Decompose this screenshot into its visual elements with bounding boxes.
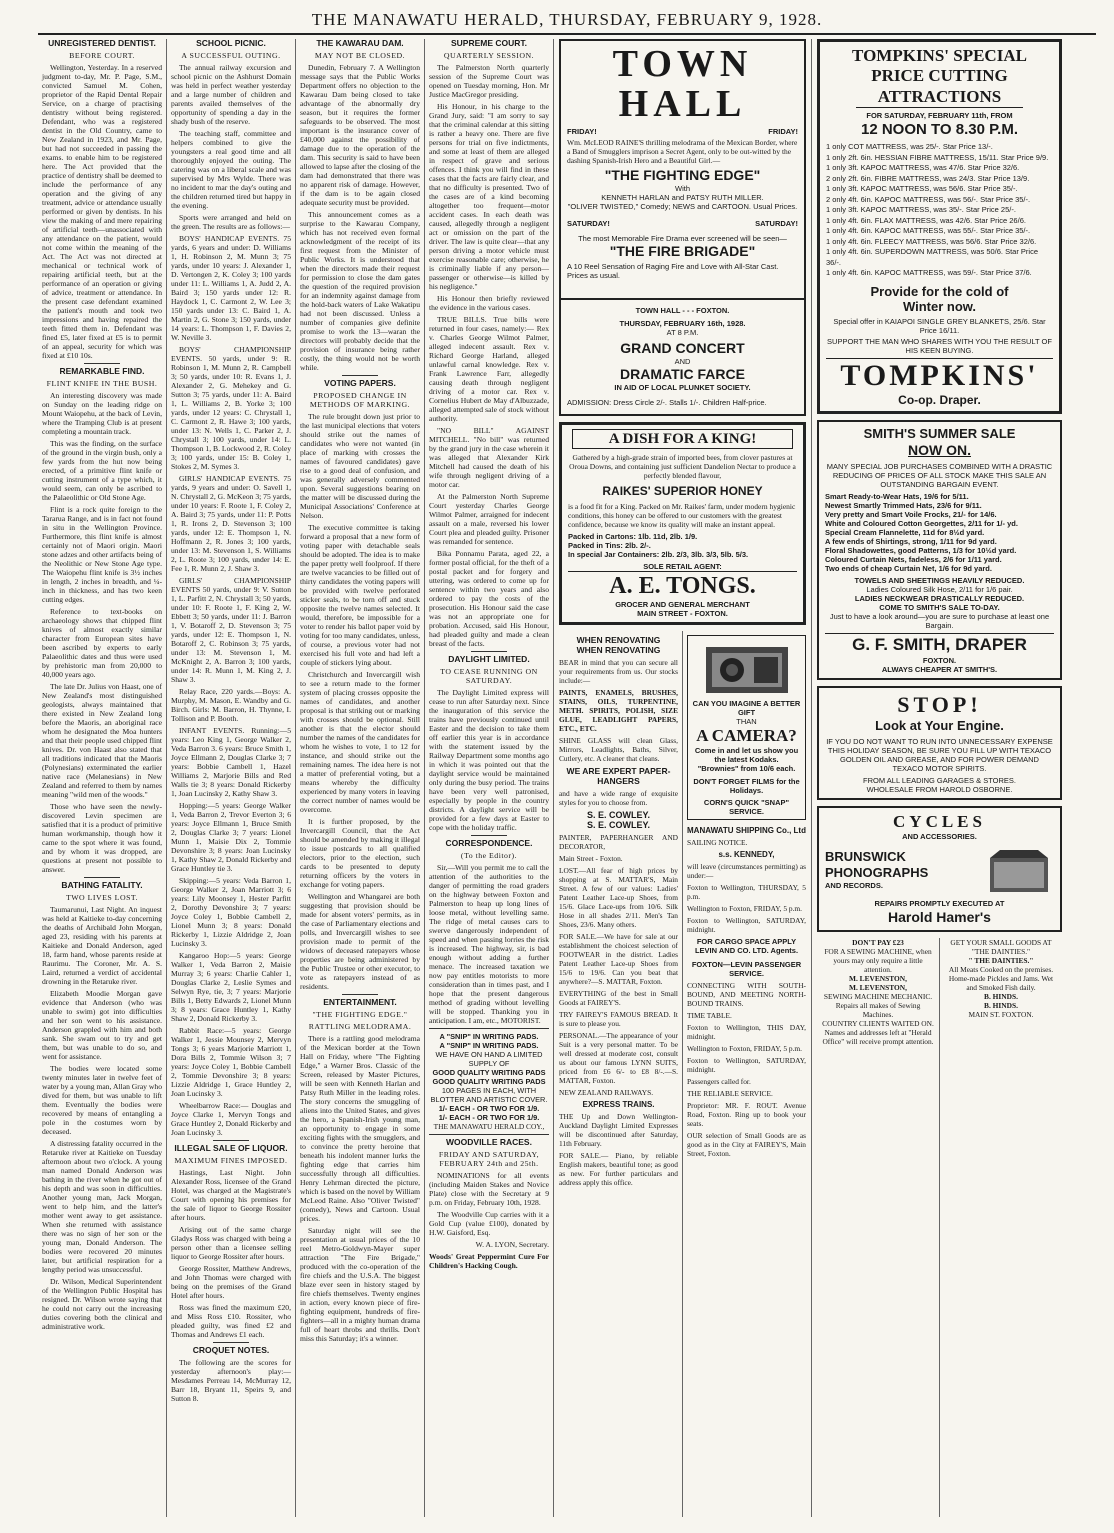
ad-line: A "SNIP" IN WRITING PADS.: [439, 1032, 539, 1041]
ad-line: ADMISSION: Dress Circle 2/-. Stalls 1/-. Children Half-price.: [567, 398, 767, 407]
subhead: TO CEASE RUNNING ON SATURDAY.: [440, 667, 538, 685]
ad-heading: S. E. COWLEY.: [586, 810, 650, 820]
subhead: FRIDAY AND SATURDAY, FEBRUARY 24th and 25th.: [438, 1150, 540, 1168]
headline-picnic: SCHOOL PICNIC.: [196, 39, 266, 48]
ad-line: " THE DAINTIES.": [968, 955, 1034, 965]
paragraph: Ross was fined the maximum £20, and Miss Ross £10. Rossiter, who pleaded guilty, was fined £2 and Thomas and Andrews £1 each.: [171, 1303, 291, 1339]
paragraph: Bika Ponnamu Parata, aged 22, a former postal official, for the theft of a postal packet and for forgery and uttering, was ordered to come up for sentence within two years and also ordered to pay the costs of the prosecution. His Honour said the case was not an appropriate one for probation. Accused, said His Honour, had pleaded guilty and made a clean breast of the facts.: [429, 549, 549, 648]
ad-line: DON'T PAY £23: [852, 937, 904, 947]
paragraph: TRUE BILLS. True bills were returned in four cases, namely:— Rex v. Charles George Wilmot Palmer, alleged indecent assault. Rex v. Richard George Harland, alleged unlawful carnal knowledge. Rex v. Frank Lawrence Farr, allegedly causing death through negligent driving of a motor car. Rex v. Cornelius Hubert de May d'Albuzzade, alleged attempted sale of stock without authority.: [429, 315, 549, 423]
ad-heading: EXPRESS TRAINS.: [582, 1100, 655, 1109]
ad-heading: WE ARE EXPERT PAPER-HANGERS: [566, 766, 671, 786]
paragraph: Arising out of the same charge Gladys Ross was charged with being a person other than a licensee selling liquor to George Rossiter after hours.: [171, 1225, 291, 1261]
stop-subtitle: Look at Your Engine.: [875, 717, 1004, 733]
ad-line: THURSDAY, FEBRUARY 16th, 1928.: [619, 319, 746, 328]
ad-line: AND RECORDS.: [825, 881, 883, 890]
ad-heading: S. E. COWLEY.: [586, 820, 650, 830]
divider: [84, 877, 120, 878]
price-list: [826, 142, 1053, 279]
paragraph: The bodies were located some twenty minutes later in twelve feet of water by a young man, Allan Gray who dived for them, but was unable to lift them. Eventually the bodies were recovered by means of entangling a pole in the costumes worn by deceased.: [42, 1064, 162, 1136]
stop-title: STOP!: [897, 691, 982, 717]
paragraph: Wm. McLEOD RAINE'S thrilling melodrama of the Mexican Border, where a Band of Smugglers imprison a Secret Agent, only to be out-witted by the dashing Spanish-Irish Hero and a Beautiful Girl.—: [567, 138, 798, 165]
paragraph: TIME TABLE.: [687, 1011, 732, 1020]
ad-line: THE MANAWATU HERALD COY.,: [433, 1122, 545, 1131]
ad-line: GOOD QUALITY WRITING PADS: [432, 1068, 546, 1077]
paragraph: will leave (circumstances permitting) as under:—: [687, 862, 806, 880]
concert-title: DRAMATIC FARCE: [620, 366, 745, 382]
ad-line: GROCER AND GENERAL MERCHANT: [615, 600, 750, 609]
cycles-ad: [817, 806, 1062, 932]
subhead: "THE FIGHTING EDGE.": [312, 1010, 408, 1019]
paragraph: Flint is a rock quite foreign to the Tararua Range, and is in fact not found in situ in the Wellington Province. Furthermore, this flint knife is almost certainly not of Maori origin. Maori stone adzes and other artifacts being of the Neolithic or New Stone Age type. The Waiopehu flint knife is 3½ inches in length, 2 inches in breadth, and ¼-inch in thickness, and has two keen cutting edges.: [42, 505, 162, 604]
paragraph: This was the finding, on the surface of the ground in the virgin bush, only a few yards from the hut now being erected, of a primitive flint knife or cutting instrument of a type which, it would seem, can only be ascribed to the Palaeolithic or Old Stone Age.: [42, 439, 162, 502]
price-line: In special Jar Containers: 2lb. 2/3, 3lb. 3/3, 5lb. 5/3.: [568, 550, 749, 559]
ad-line: SOLE RETAIL AGENT:: [643, 562, 722, 571]
paragraph: EVERYTHING of the best in Small Goods at FAIREY'S.: [559, 989, 678, 1007]
friday-label: FRIDAY!: [567, 127, 597, 136]
subhead: A SUCCESSFUL OUTING.: [181, 51, 281, 60]
agent-name: A. E. TONGS.: [568, 571, 797, 600]
sale-item: Two ends of cheap Curtain Net, 1/6 for 9d yard.: [825, 563, 992, 573]
paragraph: Foxton to Wellington, THURSDAY, 5 p.m.: [687, 883, 806, 901]
headline-court: SUPREME COURT.: [450, 39, 528, 48]
headline-daylight: DAYLIGHT LIMITED.: [448, 654, 530, 664]
price-item: 2 only 4ft. 6in. KAPOC MATTRESS, was 56/-. Star Price 35/-.: [826, 194, 1031, 204]
paragraph: Proprietor: MR. F. ROUT. Avenue Road, Foxton. Ring up to book your seats.: [687, 1101, 806, 1128]
sale-item: Floral Shadowettes, good Patterns, 1/3 for 10½d yard.: [825, 545, 1017, 555]
ad-line: THAN: [736, 717, 757, 726]
divider: [84, 363, 120, 364]
ad-line: DON'T FORGET FILMS for the Holidays.: [693, 777, 800, 795]
phonograph-icon: [984, 844, 1054, 896]
divider: [342, 375, 378, 376]
ad-line: With: [675, 184, 690, 193]
paragraph: Taumarunui, Last Night. An inquest was held at Kaitieke to-day concerning the deaths of Archibald John Morgan, aged 23, residing with his parents at Kaitieke and Donald Anderson, aged 18, farm hand, whose parents reside at Raurimu. The Coroner, Mr. A. S. Laird, returned a verdict of accidental drowning in the Retaruke river.: [42, 905, 162, 986]
tompkins-title: ATTRACTIONS: [856, 86, 1023, 108]
ad-line: MAIN STREET - FOXTON.: [637, 609, 728, 618]
price-line: Packed in Cartons: 1lb. 11d, 2lb. 1/9.: [568, 532, 698, 541]
ad-line: B. HINDS.: [984, 991, 1018, 1001]
ad-line: Come in and let us show you the latest Kodaks.: [694, 746, 799, 764]
ad-heading: MANAWATU SHIPPING Co., Ltd: [687, 826, 806, 835]
camera-shipping-column: [683, 631, 806, 1517]
headline-find: REMARKABLE FIND.: [59, 366, 145, 376]
price-item: 1 only COT MATTRESS, was 25/-. Star Price 13/-.: [826, 142, 993, 151]
ad-line: GOOD QUALITY WRITING PADS: [432, 1077, 546, 1086]
paragraph: At the Palmerston North Supreme Court yesterday Charles George Wilmot Palmer, arraigned for indecent assault on a male, reversed his lower Court plea and pleaded guilty. Prisoner was remanded for sentence.: [429, 492, 549, 546]
ad-line: Special offer in KAIAPOI SINGLE GREY BLANKETS, 25/6. Star Price 16/11.: [833, 316, 1046, 335]
ad-line: Prices as usual.: [567, 271, 620, 280]
paragraph: The executive committee is taking forward a proposal that a new form of voting paper with detachable seals should be adopted. The idea is to make the paper pretty well foolproof. If there are twelve vacancies to be filled out of thirty candidates the voting papers will be provided with twelve perforated sticker seals, to be torn off and stuck opposite the twelve names selected. It would, therefore, be impossible for a voter to render his ballot paper void by voting for too many candidates, unless, of course, a previous voter had not exercised his full vote and had left a couple of stickers lying about.: [300, 523, 420, 667]
sale-item: White and Coloured Cotton Georgettes, 2/11 for 1/- yd.: [825, 518, 1018, 528]
ad-heading: WHEN RENOVATING: [576, 645, 661, 655]
masthead: THE MANAWATU HERALD, THURSDAY, FEBRUARY 9, 1928.: [38, 10, 1096, 35]
paragraph: Main Street - Foxton.: [559, 854, 623, 863]
price-item: 1 only 4ft. 6in. FLEECY MATTRESS, was 56/6. Star Price 32/6.: [826, 236, 1037, 246]
ad-line: M. LEVENSTON,: [849, 973, 907, 983]
subhead: MAXIMUM FINES IMPOSED.: [174, 1156, 288, 1165]
subhead: QUARTERLY SESSION.: [443, 51, 535, 60]
ad-line: MANY SPECIAL JOB PURCHASES COMBINED WITH A DRASTIC REDUCING OF PRICES OF ALL STOCK MAKE THIS SALE AN OUTSTANDING BARGAIN EVENT.: [826, 461, 1053, 489]
column-1: [38, 39, 167, 1517]
paragraph: Foxton to Wellington, SATURDAY, midnight.: [687, 1056, 806, 1074]
paragraph: BOYS' HANDICAP EVENTS. 75 yards, 6 years and under: D. Williams 1, H. Robinson 2, M. Munn 3; 75 yards, under 10 years: J. Alexander 1, D. Vertongen 2, K. Coley 3; 100 yards under 11: L. Williams 1, A. Judd 2, A. Baird 3; 150 yards under 12: R. Haydock 1, C. Carmont 2, W. Lee 3; 150 yards under 13: C. Baird 1, A. Martin 2, G. Stone 3; 150 yards, under 14 years: L. Thompson 1, F. Davies 2, W. Neville 3.: [171, 234, 291, 342]
price-item: 1 only 4ft. 6in. KAPOC MATTRESS, was 59/-. Star Price 37/6.: [826, 268, 1032, 277]
headline-entertainment: ENTERTAINMENT.: [323, 997, 397, 1007]
ad-line: M. LEVENSTON,: [849, 982, 907, 992]
paragraph: GIRLS' CHAMPIONSHIP EVENTS 50 yards, under 9: V. Sutton 1, L. Parfitt 2, N. Chrystall 3; 50 yards, under 10: F. Roote 1, F. King 2, W. Ebbett 3; 50 yards, under 11: J. Barron 1, V. Botaroff 2, D. Stevenson 3; 75 yards, under 12: E. Thompson 1, N. Botaroff 2, C. Robinson 3; 75 yards, under 13: M. Stevenson 1, M. McKnight 2, A. Barron 3; 100 yards, under 14: R. Munn 1, M. King 2, J. Shaw 3.: [171, 576, 291, 684]
paragraph: Sports were arranged and held on the green. The results are as follows:—: [171, 213, 291, 231]
paragraph: Sir,—Will you permit me to call the attention of the authorities to the danger of permitting the road graders on the highway between Foxton and Palmerston to heap up long lines of loose metal, without levelling same. The ridge of metal causes cars to swerve dangerously independent of speed and when passing lorries the risk is increased. The highway, sir, is bad enough without adding a further menace. The increased taxation we now pay entitles motorists to more consideration than in times past, and I hope that the present dangerous method of grading without levelling will be stopped. Thanking you in anticipation. I am, etc., MOTORIST.: [429, 863, 549, 1025]
ad-line: FOXTON.: [922, 655, 957, 665]
paragraph: FOR SALE.—We have for sale at our establishment the choicest selection of FOOTWEAR in the district. Ladies Patent Leather Lace-up Shoes from 15/6 to 19/6. Can you beat that anywhere?—S. MATTAR, Foxton.: [559, 932, 678, 986]
ad-line: TOWN HALL - - - FOXTON.: [635, 306, 730, 315]
ad-line: All Meats Cooked on the premises. Home-made Pickles and Jams. Wet and Smoked Fish daily.: [948, 964, 1054, 992]
sale-item: Coloured Curtain Nets, fadeless, 2/6 for 1/11 yard.: [825, 554, 1002, 564]
price-item: 1 only 2ft. 6in. HESSIAN FIBRE MATTRESS, 15/11. Star Price 9/9.: [826, 152, 1049, 162]
paragraph: Reference to text-books on archaeology shows that chipped flint knives of almost exactly similar character from European sites have been ascribed by experts to early Palaeolithic dates and thus were used by prehistoric man from 20,000 to 40,000 years ago.: [42, 607, 162, 679]
ad-line: WE HAVE ON HAND A LIMITED SUPPLY OF: [435, 1050, 543, 1068]
cowley-ad: [559, 631, 683, 1517]
tompkins-ad: [817, 39, 1062, 414]
paragraph: SHINE GLASS will clean Glass, Mirrors, Leadlights, Baths, Silver, Cutlery, etc. A cleaner that cleans.: [559, 736, 678, 763]
ad-line: TOWELS AND SHEETINGS HEAVILY REDUCED.: [854, 575, 1025, 585]
paragraph: FOR SALE.— Piano, by reliable English makers, beautiful tone; as good as new. For further particulars and address apply this office.: [559, 1151, 678, 1187]
headline-croquet: CROQUET NOTES.: [192, 1345, 270, 1355]
paragraph: PERSONAL.—The appearance of your Suit is a very personal matter. To be well dressed at moderate cost, consult us about our famous LYNN SUITS, priced from £6 6/- to £8 8/-.—S. MATTAR, Foxton.: [559, 1031, 678, 1085]
brand-name: BRUNSWICK: [825, 849, 906, 864]
ad-line: The most Memorable Fire Drama ever screened will be seen—: [578, 234, 787, 243]
headline-woodville: WOODVILLE RACES.: [446, 1137, 532, 1147]
paragraph: Wellington to Foxton, FRIDAY, 5 p.m.: [687, 1044, 802, 1053]
bottom-ads: [817, 938, 1062, 1518]
ad-heading: WHEN RENOVATING: [576, 635, 661, 645]
paragraph: The annual railway excursion and school picnic on the Ashhurst Domain was held in perfect weather yesterday and a large number of children and parents availed themselves of the opportunity of spending a day in the shady bush of the reserve.: [171, 63, 291, 126]
honey-title: A DISH FOR A KING!: [572, 429, 793, 449]
honey-ad: [559, 422, 806, 625]
ad-line: COUNTRY CLIENTS WAITED ON. Names and addresses left at "Herald Office" will receive prompt attention.: [822, 1018, 934, 1046]
headline-dentist: UNREGISTERED DENTIST.: [48, 39, 156, 48]
ad-line: 1/- EACH - OR TWO FOR 1/9.: [438, 1113, 540, 1122]
paragraph: W. A. LYON, Secretary.: [475, 1240, 549, 1249]
paragraph: "NO BILL" AGAINST MITCHELL. "No bill" was returned by the grand jury in the case wherein it was alleged that Alexander Kirk Mitchell had caused the death of his wife through negligent driving of a motor car.: [429, 426, 549, 489]
price-item: 2 only 2ft. 6in. FIBRE MATTRESS, was 24/3. Star Price 13/9.: [826, 173, 1030, 183]
paragraph: BEAR in mind that you can secure all your requirements from us. Our stocks include:—: [559, 658, 678, 685]
ad-heading: FOR CARGO SPACE APPLY LEVIN AND CO. LTD. Agents.: [694, 937, 799, 955]
ad-line: FOR A SEWING MACHINE, when yours may only require a little attention.: [824, 946, 932, 974]
camera-icon: [702, 639, 792, 697]
paragraph: Wellington, Yesterday. In a reserved judgment to-day, Mr. P. Page, S.M., convicted Samuel M. Cohen, proprietor of the Rapid Dental Repair Service, on a charge of practising dentistry without being registered. Defendant, who was a registered dentist in the Old Country, came to New Zealand in 1923, and Mr. Page, but had not succeeded in passing the exams. to enable him to be registered here. The Act provided that the practice of dentistry shall be deemed to include the performance of any operation and the giving of any treatment, advice or attendance usually performed or given by dentists. In his view the making of and mere repairing of artificial teeth—unassociated with any attendance on the patient, would not come within the meaning of the Act. The Act was not directed at mechanical or technical work of repairing artificial teeth, but at the performance of an operation or giving of advice, treatment or attendance. In the present case defendant examined the patient's mouth and took two impressions and having repaired the teeth fitted them in. Defendant was fined £5, later fixed at £5 is to permit of an appeal, security for which was fixed at £10 10s.: [42, 63, 162, 360]
paragraph: Rabbit Race:—5 years: George Walker 1, Jessie Mounsey 2, Mervyn Tongs 3; 6 years Marjorie Marriott 1, Dora Bills 2, Tommie Wilson 3; 7 years: Joyce Coley 1, Bobbie Cambell 2, Tommie Devonshire 3; 8 years: Lizzie Aldridge 1, Grace Huntley 2, Joan Lucinsky 3.: [171, 1026, 291, 1098]
honey-brand: RAIKES' SUPERIOR HONEY: [602, 484, 763, 498]
ad-line: FOR SATURDAY, FEBRUARY 11th, FROM: [866, 111, 1013, 120]
tompkins-slogan: Winter now.: [902, 298, 977, 314]
subhead: FLINT KNIFE IN THE BUSH.: [46, 379, 158, 388]
ad-line: WHOLESALE FROM HAROLD OSBORNE.: [866, 784, 1013, 794]
paragraph: The Woodville Cup carries with it a Gold Cup (value £100), donated by H.W. Gaisford, Esq.: [429, 1210, 549, 1237]
paragraph: THE RELIABLE SERVICE.: [687, 1089, 773, 1098]
sale-item: Newest Smartly Trimmed Hats, 23/6 for 9/11.: [825, 500, 982, 510]
column-3: [296, 39, 425, 1517]
shop-name: Harold Hamer's: [888, 908, 991, 925]
paragraph: The following are the scores for yesterday afternoon's play:— Mesdames Perreau 14, McMurray 12, Barr 18, Bryant 11, Speirs 9, and Sutton 8.: [171, 1358, 291, 1403]
tompkins-coop: Co-op. Draper.: [898, 392, 981, 407]
paragraph: GIRLS' HANDICAP EVENTS. 75 yards, 9 years and under: O. Savell 1, N. Chrystall 2, G. McKeon 3; 75 yards, under 10 years: F. Roote 1, F. Coley 2, A. Baird 3; 75 yards, under 11: P. Potts 1, R. Irons 2, D. Stevenson 3; 100 yards, under 12: E. Thompson 1, N. Hoffmann 2, R. Jones 3; 100 yards, under 13: M. Stevenson 1, S. Williams 2, L. Roote 3; 100 yards, under 14: E. Fee 1, R. Munn 2, J. Shaw 3.: [171, 474, 292, 573]
ad-line: B. HINDS.: [984, 1000, 1018, 1010]
paragraph: This announcement comes as a surprise to the Kawarau Company, which has not received even formal acknowledgment of the receipt of its first request from the Minister of Public Works. It is understood that when the directors made their request for permission to close the dam gates the question of the required provision for an indemnity against damage from the hold-back waters of Lake Wakatipu had not been discussed. Unless a number of companies give definite promise to work the 13—waran the directors will probably decide that the provision of insurance being rather costly, the thing would not be worth while.: [300, 210, 420, 372]
price-item: 1 only 4ft. 6in. SUPERDOWN MATTRESS, was 50/6. Star Price 36/-.: [826, 247, 1039, 267]
paragraph: Foxton to Wellington, THIS DAY, midnight.: [687, 1023, 806, 1041]
divider: [471, 651, 507, 652]
paragraph: Gathered by a high-grade strain of imported bees, from clover pastures at Oroua Downs, and containing just sufficient Dandelion Nectar to produce a perfectly blended flavour,: [569, 453, 796, 480]
ad-line: CORN'S QUICK "SNAP" SERVICE.: [703, 798, 790, 816]
subhead: RATTLING MELODRAMA.: [308, 1022, 412, 1031]
paragraph: Elizabeth Moodie Morgan gave evidence that Anderson (who was unable to swim) got into difficulties and her son went to his assistance. Anderson grappled with him and both sank. She swam out to try and get them, but was unable to do so, and went for assistance.: [42, 989, 162, 1061]
camera-title: A CAMERA?: [696, 726, 797, 745]
paragraph: Christchurch and Invercargill wish to see a return made to the former system of placing crosses opposite the names of candidates, and another proposal is that striking out or marking with crosses should be optional. Still another is that the elector should number the names of the candidates for whom he wishes to vote, 1 to 12 for instance, and should strike out the remaining names. The idea here is not a matter of preferential voting, but a means whereby the difficulty experienced by many voters in leaving the correct number of names would be overcome.: [300, 670, 420, 814]
column-4: [425, 39, 554, 1517]
sale-time: 12 NOON TO 8.30 P.M.: [860, 121, 1018, 138]
subhead: PROPOSED CHANGE IN METHODS OF MARKING.: [309, 391, 411, 409]
paragraph: The rule brought down just prior to the last municipal elections that voters should strike out the names of candidates who were not wanted (in place of marking with crosses the names of favoured candidates) gave rise to a good deal of confusion, and was generally adversely commented upon. Several suggestions bearing on the matter will be discussed during the Municipal Associations' Conference at Nelson.: [300, 412, 420, 520]
headline-voting: VOTING PAPERS.: [324, 378, 396, 388]
column-2: [167, 39, 296, 1517]
cycles-title: CYCLES: [893, 811, 986, 831]
ad-line: REPAIRS PROMPTLY EXECUTED AT: [874, 898, 1005, 908]
columns: [38, 39, 1096, 1517]
ad-line: FROM ALL LEADING GARAGES & STORES.: [863, 775, 1016, 785]
film-title: "THE FIRE BRIGADE": [609, 243, 756, 259]
headline-liquor: ILLEGAL SALE OF LIQUOR.: [174, 1143, 288, 1153]
paragraph: The Palmerston North quarterly session of the Supreme Court was opened on Tuesday morning, Hon. Mr Justice MacGregor presiding.: [429, 63, 549, 99]
price-item: 1 only 3ft. KAPOC MATTRESS, was 56/6. Star Price 35/-.: [826, 184, 1018, 193]
film-title: "THE FIGHTING EDGE": [604, 167, 761, 183]
smith-title: SMITH'S SUMMER SALE: [863, 425, 1016, 441]
paragraph: Hastings, Last Night. John Alexander Ross, licensee of the Grand Hotel, was charged at the Magistrate's Court with opening his premises for the sale of liquor to George Rossiter after hours.: [171, 1168, 291, 1222]
ad-line: AT 8 P.M.: [666, 328, 699, 337]
tompkins-name: TOMPKINS': [840, 358, 1039, 392]
subhead: BEFORE COURT.: [69, 51, 135, 60]
ad-line: 1/- EACH - OR TWO FOR 1/9.: [438, 1104, 540, 1113]
paragraph: and have a wide range of exquisite styles for you to choose from.: [559, 789, 678, 807]
paragraph: There is a rattling good melodrama of the Mexican border at the Town Hall on Friday, where "The Fighting Edge," a Warner Bros. Classic of the Screen, released by Master Pictures, will be seen with Kenneth Harlan and Patsy Ruth Miller in the leading roles. The story concerns the smuggling of aliens into the United States, and gives the hero, a Spanish-Irish young man, an opportunity to engage in some exciting fights with the smugglers, and to convince the pretty heroine that beneath his indolent manner lurks the fighting edge that carries him successfully through all difficulties. Henry Lehrman directed the picture, which is based on the novel by William McLeod Raine. Also "Oliver Twisted" (comedy), News and Cartoon. Usual prices.: [300, 1034, 420, 1223]
tompkins-title: TOMPKINS' SPECIAL: [852, 46, 1027, 65]
price-item: 1 only 4ft. 6in. FLAX MATTRESS, was 42/6. Star Price 26/6.: [826, 215, 1026, 225]
brand-name: PHONOGRAPHS: [825, 865, 929, 880]
subhead: TWO LIVES LOST.: [65, 893, 139, 902]
subhead: MAY NOT BE CLOSED.: [314, 51, 406, 60]
saturday-label: SATURDAY!: [755, 219, 798, 228]
paragraph: His Honour then briefly reviewed the evidence in the various cases.: [429, 294, 549, 312]
sale-item: A few ends of Shirtings, strong, 1/11 for 9d yard.: [825, 536, 997, 546]
paragraph: Kangaroo Hop:—5 years: George Walker 1, Veda Barron 2, Maisie Murray 3; 6 years: Charlie Cahler 1, Douglas Clarke 2, Leslie Symes and Selwyn Rye, tie, 3; 7 years: Marjorie Bills 1, Betty Edwards 2, Lionel Munn 3; 8 years: Grace Huntley 1, Kathy Shaw 2, Donald Rickerby 3.: [171, 951, 291, 1023]
ad-line: SEWING MACHINE MECHANIC.: [823, 991, 933, 1001]
paragraph: Wellington and Whangarei are both suggesting that provision should be made for absent voters' permits, as in the case of Parliamentary elections and polls, and Invercargill wishes to see provision made to permit of the widows of deceased ratepayers whose properties are being administered by the Public Trustee or other executor, to vote as ratepayers instead of as residents.: [300, 892, 420, 991]
paragraph: George Rossiter, Matthew Andrews, and John Thomas were charged with being on the premises of the Grand Hotel after hours.: [171, 1264, 291, 1300]
ad-line: "Brownies" from 10/6 each.: [697, 764, 796, 773]
paragraph: INFANT EVENTS. Running:—5 years: Leo King 1, George Walker 2, Veda Barron 3. 6 years: Bruce Smith 1, Joyce Ellmann 2, Douglas Clarke 3; 7 years: Bobbie Cambell 1, Hazel Williams 2, Marjorie Bills and Red Walls tie 3; 8 years: Donald Rickerby 1, Joan Lucinsky 2, Kathy Shaw 3.: [171, 726, 291, 798]
paragraph: SAILING NOTICE.: [687, 838, 748, 847]
divider: [342, 994, 378, 995]
paragraph: Relay Race, 220 yards.—Boys: A. Murphy, M. Mason, E. Wandby and G. Birch. Girls: M. Barron, H. Thynne, I. Tollison and P. Booth.: [171, 687, 291, 723]
ad-line: SUPPORT THE MAN WHO SHARES WITH YOU THE RESULT OF HIS KEEN BUYING.: [826, 337, 1053, 359]
headline-dam: THE KAWARAU DAM.: [316, 39, 404, 48]
ad-line: AND: [674, 357, 691, 366]
paragraph: Dunedin, February 7. A Wellington message says that the Public Works Department offers no objection to the Kawarau Dam being closed to take advantage of the abnormally dry season, but it requires the former safeguards to be observed. The most important is the insurance cover of £40,000 against the possibility of damage due to the operation of the dam. This security is said to have been allowed to lapse after the closing of the dam had demonstrated that there was no apparent risk of damage. However, if the dam is to be again closed adequate security must be provided.: [300, 63, 420, 207]
ad-heading: FOXTON—LEVIN PASSENGER SERVICE.: [691, 960, 802, 978]
concert-title: GRAND CONCERT: [620, 340, 745, 356]
ad-line: COME TO SMITH'S SALE TO-DAY.: [879, 602, 1000, 612]
ad-line: IF YOU DO NOT WANT TO RUN INTO UNNECESSARY EXPENSE THIS HOLIDAY SEASON, BE SURE YOU FILL UP WITH TEXACO GOLDEN OIL AND GREASE, AND FOR POWER DEMAND TEXACO MOTOR SPIRITS.: [826, 736, 1053, 773]
ad-line: ALWAYS CHEAPER AT SMITH'S.: [881, 664, 998, 674]
ad-column-a: [554, 39, 812, 1517]
ad-line: Ladies Coloured Silk Hose, 2/11 for 1/6 pair.: [866, 584, 1013, 594]
paragraph: Foxton to Wellington, SATURDAY, midnight.: [687, 916, 806, 934]
paragraph: Passengers called for.: [687, 1077, 751, 1086]
paragraph: THE Up and Down Wellington-Auckland Daylight Limited Expresses will be discontinued after Saturday, 11th February.: [559, 1112, 678, 1148]
paragraph: An interesting discovery was made on Sunday on the leading ridge on Mount Waiopehu, at the back of Levin, where the Tramping Club is at present completing a mountain track.: [42, 391, 162, 436]
ad-line: KENNETH HARLAN and PATSY RUTH MILLER.: [601, 193, 764, 202]
smith-ad: [817, 420, 1062, 680]
paragraph: TRY FAIREY'S FAMOUS BREAD. It is sure to please you.: [559, 1010, 678, 1028]
town-hall-ad: [559, 39, 806, 416]
ad-line: Just to have a look around—you are sure to purchase at least one Bargain.: [829, 611, 1050, 630]
paragraph: OUR selection of Small Goods are as good as in the City at FAIREY'S, Main Street, Foxton.: [687, 1131, 806, 1158]
ad-line: A "SNIP" IN WRITING PADS.: [439, 1041, 539, 1050]
camera-ad: [687, 635, 806, 820]
sale-item: Very pretty and Smart Voile Frocks, 21/- for 14/6.: [825, 509, 997, 519]
ad-line: A 10 Reel Sensation of Raging Fire and Love with All-Star Cast.: [567, 262, 779, 271]
paragraph: The teaching staff, committee and helpers combined to give the youngsters a real good time and all thoroughly enjoyed the outing. The catering was on a liberal scale and was supervised by Mrs Wylde. There was no incident to mar the day's outing and the children returned tired but happy in the evening.: [171, 129, 291, 210]
divider: [213, 1140, 249, 1141]
headline-bathing: BATHING FATALITY.: [61, 880, 143, 890]
price-line: Packed in Tins: 2lb. 2/-.: [568, 541, 651, 550]
paragraph: is a food fit for a King. Packed on Mr. Raikes' farm, under modern hygienic conditions, this honey can be offered to our customers with the greatest confidence, because we know its quality will make an instant appeal.: [568, 502, 796, 529]
divider: [213, 1342, 249, 1343]
writing-pads-ad: [429, 1028, 549, 1135]
paragraph: Dr. Wilson, Medical Superintendent of the Wellington Public Hospital has resigned. Dr. Wilson wrote saying that he could not carry out the increasing duties covering both the clinical and administrative work.: [42, 1277, 162, 1331]
paragraph: Skipping:—5 years: Veda Barron 1, George Walker 2, Joan Marriott 3; 6 years: Lily Moonsey 1, Hester Parfitt 2, Dorothy Devonshire 3; 7 years: Joyce Coley 1, Bobbie Cambell 2, Lionel Munn 3; 8 years: Donald Rickerby 1, Lizzie Aldridge 2, Joan Lucinsky 3.: [171, 876, 291, 948]
paragraph: The late Dr. Julius von Haast, one of New Zealand's most distinguished geologists, always maintained that there existed in New Zealand long before the Maoris, an aboriginal race whom he designated the Moa hunters and that their people used chipped flint knives. Dr. von Haast also stated that all traditions indicated that the Maoris (Polynesians) exterminated the earlier native race (Melanesians) in New Zealand and referred to them by names meaning "wild men of the woods.": [42, 682, 162, 799]
paragraph: Wellington to Foxton, FRIDAY, 5 p.m.: [687, 904, 802, 913]
paragraph: Those who have seen the newly-discovered Levin specimen are satisfied that it is a product of primitive human workmanship, though how it came to the spot where it was found, and by whom it was dropped, are questions at present not possible to answer.: [42, 802, 162, 874]
paragraph: BOYS' CHAMPIONSHIP EVENTS. 50 yards, under 9: R. Robinson 1, M. Munn 2, R. Campbell 3; 50 yards, under 10: R. Evans 1, J. Alexander 2, G. Mehekey and G. Sutton 3; 75 yards, under 11: A. Baird 1, L. Williams 2, B. Yorke 3; 100 yards, under 12 years: C. Chrystall 1, C. Carmont 2, R. Hawe 3; 100 yards, under 13: N. Wells 1, C. Parker 2, J. Chrystall 3; 100 yards, under 14: L. Thompson 1, B. Lockwood 2, R. Coley 3; 100 yards, under 15: B. Coley 1, Stokes 2, M. Symes 3.: [171, 345, 291, 471]
ad-line: GET YOUR SMALL GOODS AT "THE DAINTIES.": [950, 937, 1052, 956]
tompkins-title: PRICE CUTTING: [871, 66, 1008, 85]
paragraph: His Honour, in his charge to the Grand Jury, said: "I am sorry to say that the criminal calendar at this sitting is rather a heavy one. There are five persons for trial on five indictments, and some at least of them are alleged in respect of grave and serious offences. I think you will find in these cases that the facts are fairly clear, and that no difficulty is presented. Two of the cases are of a kind becoming altogether too frequent—motor accident cases. In each death was caused, allegedly through a negligent act or omission on the part of the driver. The law is quite clear—that any person driving a motor vehicle must exercise reasonable care; otherwise, he is criminally liable if any person—passenger or otherwise—is killed by his negligence.": [429, 102, 549, 291]
friday-label: FRIDAY!: [768, 127, 798, 136]
price-item: 1 only 3ft. KAPOC MATTRESS, was 35/-. Star Price 25/-.: [826, 205, 1016, 214]
paragraph: CONNECTING WITH SOUTH-BOUND, AND MEETING NORTH-BOUND TRAINS.: [687, 981, 806, 1008]
tompkins-slogan: Provide for the cold of: [870, 283, 1009, 299]
ad-line: "OLIVER TWISTED," Comedy; NEWS and CARTOON. Usual Prices.: [567, 202, 798, 211]
ad-line: Repairs all makes of Sewing Machines.: [835, 1000, 921, 1019]
price-item: 1 only 4ft. 6in. KAPOC MATTRESS, was 55/-. Star Price 35/-.: [826, 226, 1031, 235]
paragraph: Hopping:—5 years: George Walker 1, Veda Barron 2, Trevor Everton 3; 6 years: Joyce Ellmann 1, Bruce Smith 2, Douglas Clarke 3; 7 years: Lionel Munn 1, Maisie Dix 2, Tommie Devonshire 3; 8 years: Joan Lucinsky 1, Kathy Shaw 2, Donald Rickerby and Grace Huntley tie 3.: [171, 801, 291, 873]
paragraph: Saturday night will see the presentation at usual prices of the 10 reel Metro-Goldwyn-Mayer super attraction "The Fire Brigade," produced with the co-operation of the fire chiefs and the U.S.A. The biggest blaze ever seen in history staged by fire chiefs themselves. Twenty engines in action, every known piece of fire-fighting equipment, hundreds of fire-fighters—all in a mighty human drama full of heart throbs and thrills. Don't miss this Saturday; it's a winner.: [300, 1226, 420, 1343]
headline-correspondence: CORRESPONDENCE.: [445, 838, 533, 848]
ad-column-b: [812, 39, 1067, 1517]
paragraph: A distressing fatality occurred in the Retaruke river at Kaitieke on Tuesday afternoon about two o'clock. A young man named Donald Anderson was bathing in the river when he got out of his depth and was soon in difficulties. Another young man, Jack Morgan, went to help him, and the latter's mother went away to get assistance. When she returned with assistance there was no sign of her son or the young man, Donald Anderson. The bodies were recovered 20 minutes later, but artificial respiration for a lengthy period was unsuccessful.: [42, 1139, 162, 1274]
paragraph: Wheelbarrow Race:— Douglas and Joyce Clarke 1, Mervyn Tongs and Grace Huntley 2, Donald Rickerby and Joan Lucinsky 3.: [171, 1101, 291, 1137]
stop-ad: [817, 686, 1062, 800]
ad-line: MAIN ST. FOXTON.: [968, 1009, 1034, 1019]
paragraph: Woods' Great Peppermint Cure For Children's Hacking Cough.: [429, 1252, 549, 1270]
paragraph: LOST.—All fear of high prices by shopping at S. MATTAR'S, Main Street. A few of our values: Ladies' Patent Leather Lace-up Shoes, from 15/6. Glace Lace-ups from 10/6. Silk Hose in all shades 2/11. Men's Tan Shoes, 23/6. Many others.: [559, 866, 678, 929]
sale-item: Special Cream Flannelette, 11d for 8½d yard.: [825, 527, 985, 537]
ad-line: IN AID OF LOCAL PLUNKET SOCIETY.: [614, 383, 751, 392]
ad-line: LADIES NECKWEAR DRASTICALLY REDUCED.: [854, 593, 1025, 603]
paragraph: PAINTS, ENAMELS, BRUSHES, STAINS, OILS, TURPENTINE, METH. SPIRITS, POLISH, SIZE GLUE, LEADLIGHT PAPERS, ETC., ETC.: [559, 688, 678, 733]
subhead: (To the Editor).: [460, 851, 518, 860]
town-hall-title: TOWN HALL: [612, 43, 753, 125]
divider: [471, 835, 507, 836]
smith-title: NOW ON.: [908, 441, 971, 458]
ad-line: CAN YOU IMAGINE A BETTER GIFT: [692, 699, 801, 717]
paragraph: PAINTER, PAPERHANGER AND DECORATOR,: [559, 833, 678, 851]
ad-line: 100 PAGES IN EACH, WITH BLOTTER AND ARTISTIC COVER.: [430, 1086, 548, 1104]
price-item: 1 only 3ft. KAPOC MATTRESS, was 47/6. Star Price 32/6.: [826, 163, 1020, 172]
sale-item: Smart Ready-to-Wear Hats, 19/6 for 5/11.: [825, 491, 969, 501]
saturday-label: SATURDAY!: [567, 219, 610, 228]
paragraph: It is further proposed, by the Invercargill Council, that the Act should be amended by making it illegal to issue postcards to all qualified electors, prior to the election, such cards to be presented to deputy returning officers by the voters in exchange for voting papers.: [300, 817, 420, 889]
ad-line: AND ACCESSORIES.: [902, 831, 977, 841]
paragraph: NOMINATIONS for all events (including Maiden Stakes and Novice Plate) close with the Secretary at 9 p.m. on Friday, February 10th, 1928.: [429, 1171, 549, 1207]
smith-name: G. F. SMITH, DRAPER: [825, 633, 1054, 656]
paragraph: The Daylight Limited express will cease to run after Saturday next. Since the inauguration of this service the trains have previously continued until Easter and the decision to take them off earlier this year is in accordance with the statement issued by the Railway Department some months ago in which it was pointed out that the daylight service would be maintained only during the busy period. The trains have been very well patronised, especially by people in the country districts. A daylight service will be provided for a few days at Easter to cope with the holiday traffic.: [429, 688, 549, 832]
paragraph: NEW ZEALAND RAILWAYS.: [559, 1088, 654, 1097]
ad-heading: s.s. KENNEDY,: [718, 850, 775, 859]
